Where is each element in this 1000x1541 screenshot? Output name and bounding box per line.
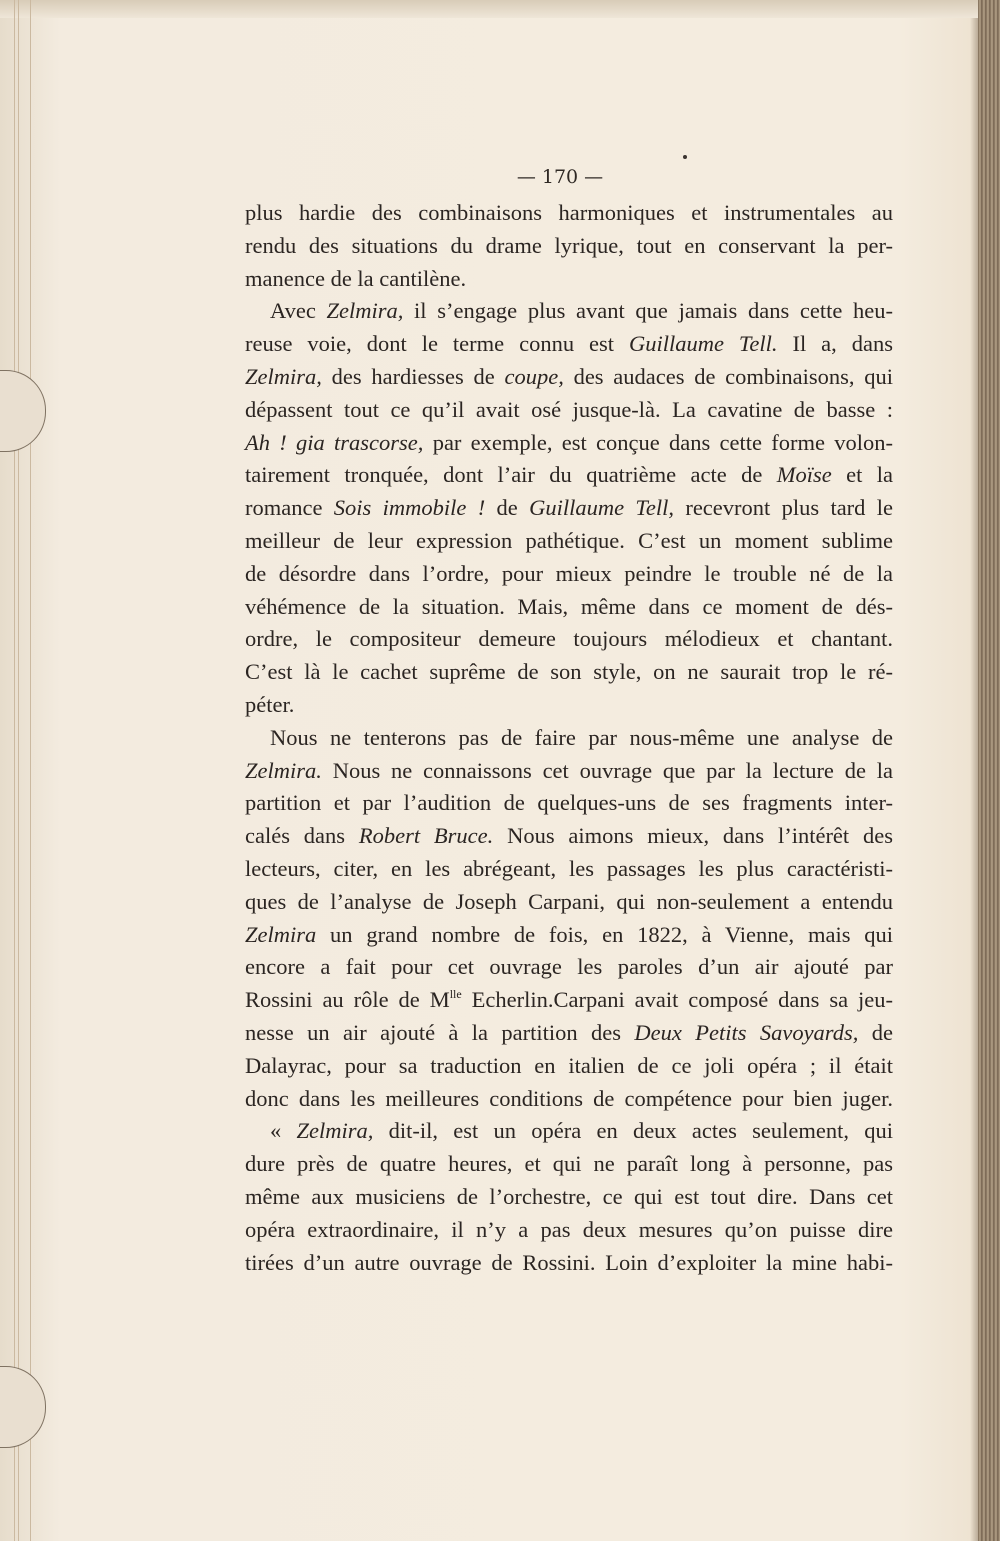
- text-line: [245, 394, 893, 427]
- text-line: [245, 755, 893, 788]
- text-run: nesse un air ajouté à la partition des: [245, 1019, 635, 1045]
- text-line: [245, 951, 893, 984]
- text-run: «: [270, 1118, 297, 1144]
- italic-title: Zelmira.: [245, 757, 322, 783]
- text-line: [245, 886, 893, 919]
- binding-line: [30, 0, 31, 1541]
- italic-title: Zelmira,: [326, 298, 404, 324]
- superscript: lle: [449, 987, 462, 1002]
- text-run: Dalayrac, pour sa traduction en italien de ce joli opéra ; il était: [245, 1052, 893, 1078]
- text-line: [245, 623, 893, 656]
- text-line: [245, 1083, 893, 1116]
- text-line: [245, 853, 893, 886]
- text-run: un grand nombre de fois, en 1822, à Vienne, mais qui: [316, 921, 893, 947]
- text-line: [245, 1247, 893, 1280]
- text-run: tirées d’un autre ouvrage de Rossini. Loin d’exploiter la mine habi-: [245, 1249, 893, 1275]
- italic-title: Zelmira: [245, 921, 317, 947]
- italic-title: Guillaume Tell.: [628, 331, 778, 357]
- text-run: ordre, le compositeur demeure toujours mélodieux et chantant.: [245, 626, 893, 652]
- text-run: Nous aimons mieux, dans l’intérêt des: [493, 823, 893, 849]
- text-run: ques de l’analyse de Joseph Carpani, qui non-seulement a entendu: [245, 888, 893, 914]
- text-run: même aux musiciens de l’orchestre, ce qui est tout dire. Dans cet: [245, 1183, 893, 1209]
- text-line: [245, 427, 893, 460]
- text-line: [245, 558, 893, 591]
- binding-notch: [0, 1366, 46, 1448]
- text-run: des hardiesses de: [321, 363, 505, 389]
- text-run: Avec: [270, 298, 327, 324]
- ink-dot: [683, 155, 687, 159]
- italic-title: Deux Petits Savoyards,: [634, 1019, 859, 1045]
- text-line: [245, 787, 893, 820]
- text-line: [245, 263, 893, 296]
- text-run: plus hardie des combinaisons harmoniques et instrumentales au: [245, 200, 893, 225]
- text-line: [245, 656, 893, 689]
- text-run: reuse voie, dont le terme connu est: [245, 331, 629, 357]
- text-run: Il a, dans: [777, 331, 893, 357]
- text-run: dit-il, est un opéra en deux actes seulement, qui: [373, 1118, 893, 1144]
- text-run: véhémence de la situation. Mais, même dans ce moment de dés-: [245, 593, 893, 619]
- page-number: — 170 —: [516, 166, 604, 188]
- text-line: [245, 525, 893, 558]
- text-run: lecteurs, citer, en les abrégeant, les passages les plus caractéristi-: [245, 855, 893, 881]
- text-run: tairement tronquée, dont l’air du quatrième acte de: [245, 462, 777, 488]
- italic-title: Zelmira,: [296, 1118, 374, 1144]
- text-line: [245, 230, 893, 263]
- text-run: de: [485, 495, 530, 521]
- text-line: [245, 1148, 893, 1181]
- italic-title: Zelmira,: [245, 363, 322, 389]
- text-line: [245, 1181, 893, 1214]
- text-run: péter.: [245, 691, 295, 717]
- text-run: par exemple, est conçue dans cette forme volon-: [423, 429, 893, 455]
- italic-title: Guillaume Tell,: [529, 495, 674, 521]
- text-line: [245, 1214, 893, 1247]
- text-line: [245, 197, 893, 230]
- text-line: [245, 689, 893, 722]
- text-run: dépassent tout ce qu’il avait osé jusque-là. La cavatine de basse :: [245, 396, 893, 422]
- text-run: il s’engage plus avant que jamais dans cette heu-: [403, 298, 893, 324]
- text-run: meilleur de leur expression pathétique. C’est un moment sublime: [245, 527, 893, 553]
- text-run: Nous ne connaissons cet ouvrage que par la lecture de la: [321, 757, 893, 783]
- page-stack-edge: [978, 0, 1000, 1541]
- italic-title: Ah ! gia trascorse,: [245, 429, 424, 455]
- text-run: de désordre dans l’ordre, pour mieux peindre le trouble né de la: [245, 560, 893, 586]
- text-run: recevront plus tard le: [674, 495, 893, 521]
- binding-notch: [0, 370, 46, 452]
- text-line: [245, 361, 893, 394]
- text-line: [245, 1050, 893, 1083]
- binding-line: [18, 0, 19, 1541]
- text-run: Rossini au rôle de M: [245, 987, 450, 1013]
- page-top-edge: [0, 0, 1000, 18]
- text-line: [245, 591, 893, 624]
- text-run: Nous ne tenterons pas de faire par nous-même une analyse de: [270, 724, 893, 750]
- text-run: calés dans: [245, 823, 359, 849]
- text-line: [245, 492, 893, 525]
- text-run: encore a fait pour cet ouvrage les paroles d’un air ajouté par: [245, 954, 893, 980]
- italic-title: coupe,: [504, 363, 564, 389]
- body-text: [245, 197, 893, 1279]
- text-run: C’est là le cachet suprême de son style, on ne saurait trop le ré-: [245, 659, 893, 685]
- text-run: romance: [245, 495, 334, 521]
- text-run: de: [858, 1019, 893, 1045]
- text-line: [245, 328, 893, 361]
- text-run: Echerlin.Carpani avait composé dans sa jeu-: [461, 987, 894, 1013]
- text-run: rendu des situations du drame lyrique, tout en conservant la per-: [245, 232, 893, 258]
- text-run: des audaces de combinaisons, qui: [563, 363, 894, 389]
- text-run: dure près de quatre heures, et qui ne paraît long à personne, pas: [245, 1151, 893, 1177]
- italic-title: Robert Bruce.: [358, 823, 494, 849]
- text-line: [245, 295, 893, 328]
- text-line: [245, 984, 893, 1017]
- text-run: partition et par l’audition de quelques-uns de ses fragments inter-: [245, 790, 893, 816]
- text-run: donc dans les meilleures conditions de compétence pour bien juger.: [245, 1085, 893, 1111]
- binding-line: [14, 0, 15, 1541]
- text-line: [245, 1017, 893, 1050]
- italic-title: Sois immobile !: [333, 495, 486, 521]
- text-line: [245, 820, 893, 853]
- text-run: opéra extraordinaire, il n’y a pas deux mesures qu’on puisse dire: [245, 1216, 893, 1242]
- text-line: [245, 1115, 893, 1148]
- text-run: manence de la cantilène.: [245, 265, 467, 291]
- text-line: [245, 722, 893, 755]
- text-line: [245, 919, 893, 952]
- italic-title: Moïse: [776, 462, 832, 488]
- text-line: [245, 459, 893, 492]
- text-run: et la: [831, 462, 893, 488]
